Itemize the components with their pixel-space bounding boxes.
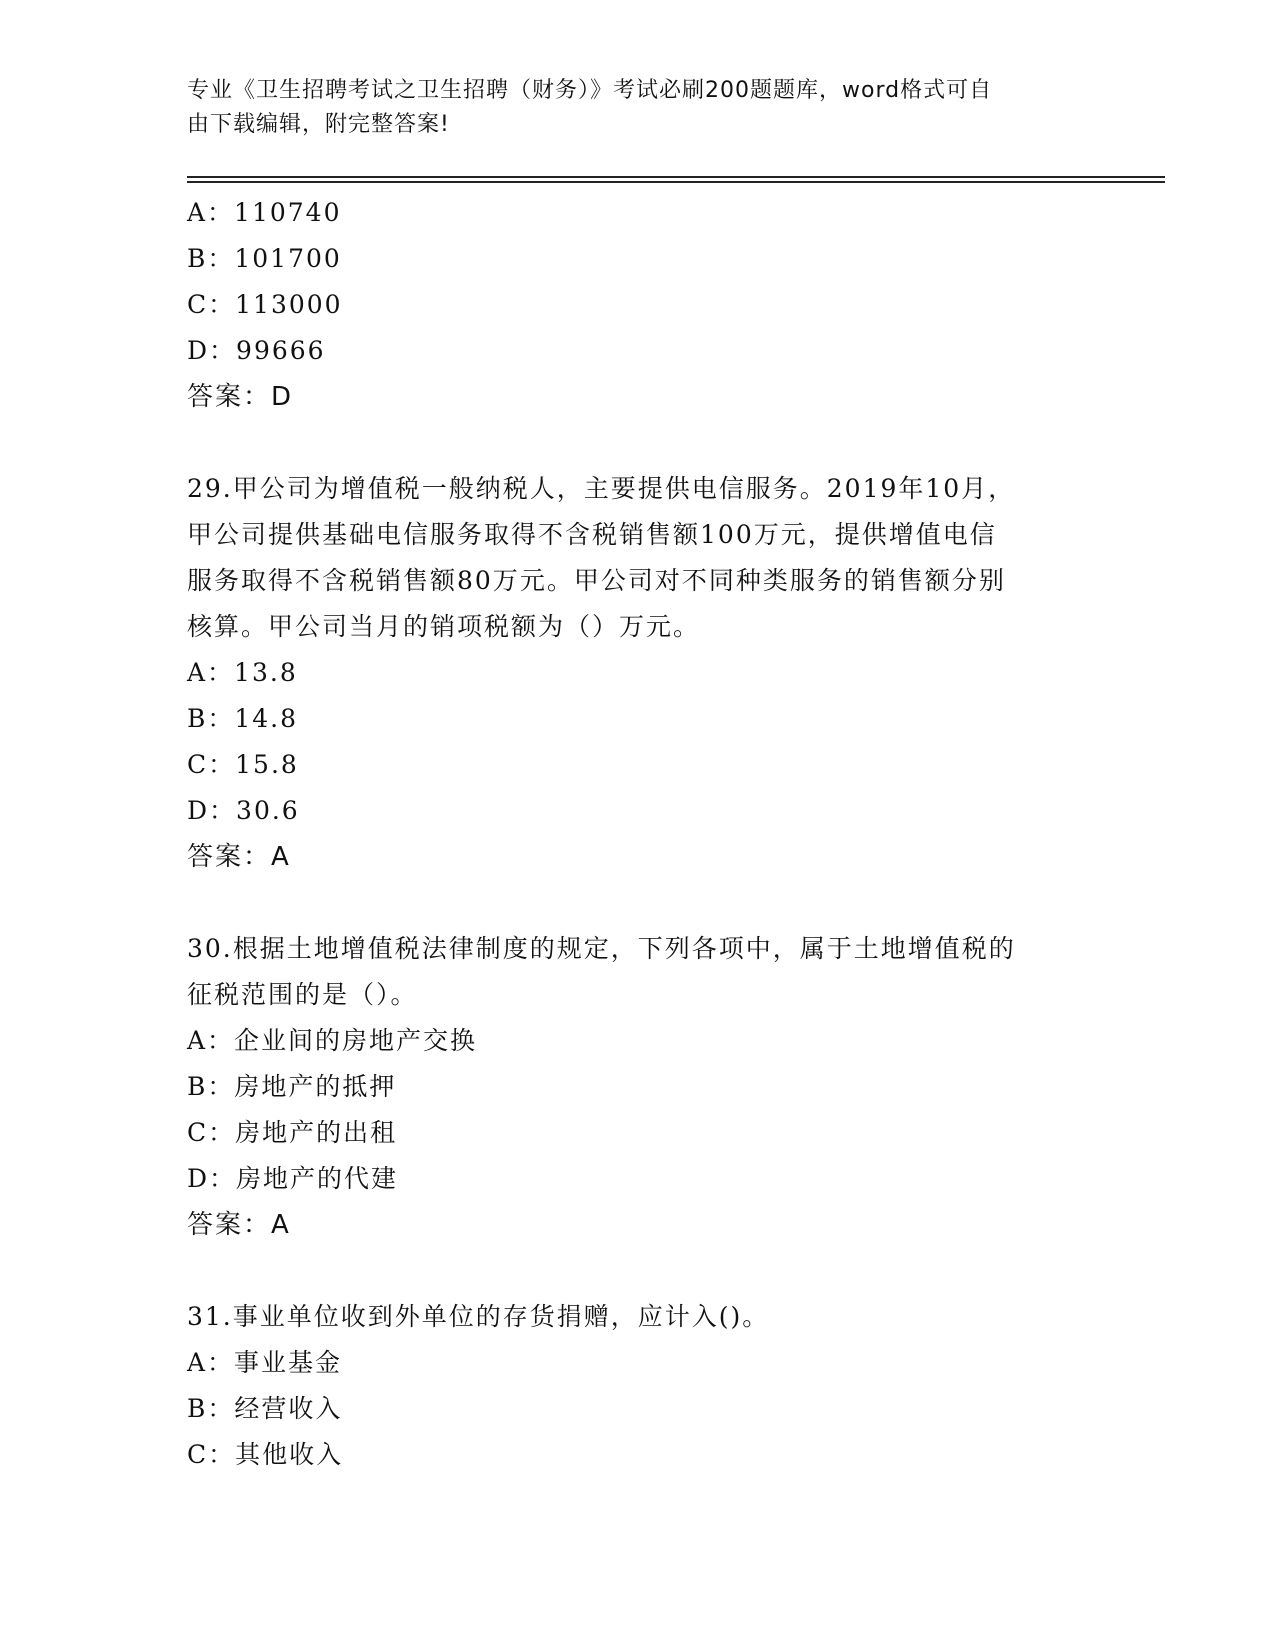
option-b: B：经营收入 xyxy=(187,1394,343,1423)
question-text-line: 甲公司提供基础电信服务取得不含税销售额100万元，提供增值电信 xyxy=(187,520,997,549)
question-31 xyxy=(187,1294,1087,1478)
question-text-line: 30.根据土地增值税法律制度的规定，下列各项中，属于土地增值税的 xyxy=(187,934,1016,963)
option-b: B：101700 xyxy=(187,244,342,273)
option-d: D：99666 xyxy=(187,336,326,365)
question-text-line: 核算。甲公司当月的销项税额为（）万元。 xyxy=(187,612,701,641)
question-29 xyxy=(187,466,1087,880)
header-divider xyxy=(187,176,1165,183)
option-a: A：企业间的房地产交换 xyxy=(187,1026,478,1055)
spacer xyxy=(187,1248,1087,1294)
question-text-line: 29.甲公司为增值税一般纳税人，主要提供电信服务。2019年10月， xyxy=(187,474,1016,503)
option-c: C：房地产的出租 xyxy=(187,1118,398,1147)
option-d: D：30.6 xyxy=(187,796,300,825)
question-text-line: 31.事业单位收到外单位的存货捐赠，应计入()。 xyxy=(187,1302,770,1331)
option-b: B：房地产的抵押 xyxy=(187,1072,397,1101)
question-30 xyxy=(187,926,1087,1248)
option-c: C：113000 xyxy=(187,290,343,319)
question-text-line: 服务取得不含税销售额80万元。甲公司对不同种类服务的销售额分别 xyxy=(187,566,1006,595)
option-b: B：14.8 xyxy=(187,704,299,733)
answer: 答案：A xyxy=(187,1210,291,1240)
question-text-line: 征税范围的是（）。 xyxy=(187,980,418,1009)
document-header xyxy=(187,74,1087,142)
answer: 答案：A xyxy=(187,842,291,872)
option-a: A：110740 xyxy=(187,198,342,227)
answer: 答案：D xyxy=(187,382,294,412)
option-a: A：事业基金 xyxy=(187,1348,343,1377)
header-line-2: 由下载编辑，附完整答案! xyxy=(187,112,450,137)
spacer xyxy=(187,880,1087,926)
header-line-1: 专业《卫生招聘考试之卫生招聘（财务）》考试必刷200题题库，word格式可自 xyxy=(187,78,993,103)
option-d: D：房地产的代建 xyxy=(187,1164,399,1193)
question-28 xyxy=(187,190,1087,420)
question-list xyxy=(187,190,1087,1478)
spacer xyxy=(187,420,1087,466)
option-c: C：15.8 xyxy=(187,750,299,779)
option-c: C：其他收入 xyxy=(187,1440,344,1469)
option-a: A：13.8 xyxy=(187,658,298,687)
